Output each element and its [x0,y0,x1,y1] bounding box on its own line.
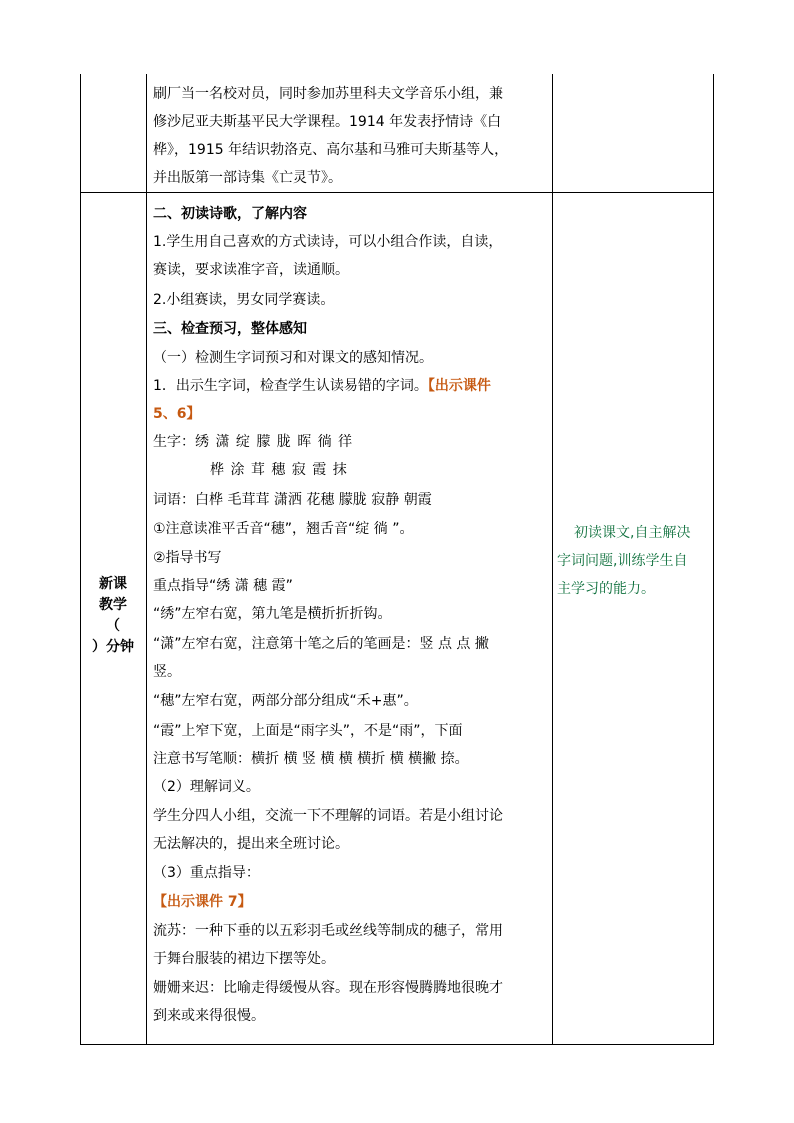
text-line: 桦》，1915 年结识勃洛克、高尔基和马雅可夫斯基等人， [153,142,509,158]
text-line: 赛读，要求读准字音，读通顺。 [153,262,349,278]
text-line: 无法解决的，提出来全班讨论。 [153,836,349,852]
text-line: “穗”左窄右宽，两部分部分组成“禾+惠”。 [153,693,418,709]
text-line: 到来或来得很慢。 [153,1008,265,1024]
note-line: 字词问题,训练学生自 [557,553,688,569]
text-line [153,375,491,395]
text-line: 流苏：一种下垂的以五彩羽毛或丝线等制成的穗子，常用 [153,923,503,939]
vocabulary-line: 词语：白桦 毛茸茸 潇洒 花穗 朦胧 寂静 朝霞 [153,492,432,508]
courseware-tag: 【出示课件 7】 [153,894,252,910]
note-line: 初读课文,自主解决 [574,525,691,541]
note-line: 主学习的能力。 [557,581,655,597]
text-line: 1.学生用自己喜欢的方式读诗，可以小组合作读，自读， [153,234,503,250]
text-line: “霞”上窄下宽，上面是“雨字头”，不是“雨”，下面 [153,723,463,739]
text-line: 并出版第一部诗集《亡灵节》。 [153,170,342,186]
text-line: “绣”左窄右宽，第九笔是横折折折钩。 [153,606,392,622]
table-border-right [713,74,714,1045]
text-line: 竖。 [153,664,181,680]
text-line: （一）检测生字词预习和对课文的感知情况。 [153,350,433,366]
new-characters-line: 生字：绣 潇 绽 朦 胧 晖 徜 徉 [153,434,353,450]
text-line: “潇”左窄右宽，注意第十笔之后的笔画是：竖 点 点 撇 [153,636,489,652]
section-label-line: 新课 [99,576,127,592]
table-border-bottom [80,1044,714,1045]
main-content [153,192,553,1042]
text-line: ②指导书写 [153,550,222,566]
text-line: 修沙尼亚夫斯基平民大学课程。1914 年发表抒情诗《白 [153,114,502,130]
section-label [80,574,146,658]
text-line: 注意书写笔顺：横折 横 竖 横 横 横折 横 横撇 捺。 [153,751,469,767]
text-line: 2.小组赛读，男女同学赛读。 [153,292,335,308]
heading-three: 三、检查预习，整体感知 [153,321,307,337]
text-span: 1．出示生字词，检查学生认读易错的字词。 [153,378,428,394]
courseware-tag: 5、6】 [153,406,201,422]
text-line: 刷厂当一名校对员，同时参加苏里科夫文学音乐小组，兼 [153,86,503,102]
heading-two: 二、初读诗歌，了解内容 [153,206,307,222]
table-border-col1 [146,74,147,1045]
text-line: 于舞台服装的裙边下摆等处。 [153,951,335,967]
lesson-table [80,74,714,1045]
text-line: 学生分四人小组，交流一下不理解的词语。若是小组讨论 [153,808,503,824]
new-characters-line: 桦 涂 茸 穗 寂 霞 抹 [210,462,347,478]
text-line: （2）理解词义。 [153,779,260,795]
section-label-line: （ [106,618,120,634]
text-line: （3）重点指导： [153,865,260,881]
table-border-left [80,74,81,1045]
section-label-line: ）分钟 [92,639,134,655]
section-label-line: 教学 [99,597,127,613]
text-line: 姗姗来迟：比喻走得缓慢从容。现在形容慢腾腾地很晚才 [153,980,503,996]
text-line: ①注意读准平舌音“穗”，翘舌音“绽 徜 ”。 [153,521,414,537]
text-line: 重点指导“绣 潇 穗 霞” [153,578,293,594]
courseware-tag: 【出示课件 [427,378,491,394]
